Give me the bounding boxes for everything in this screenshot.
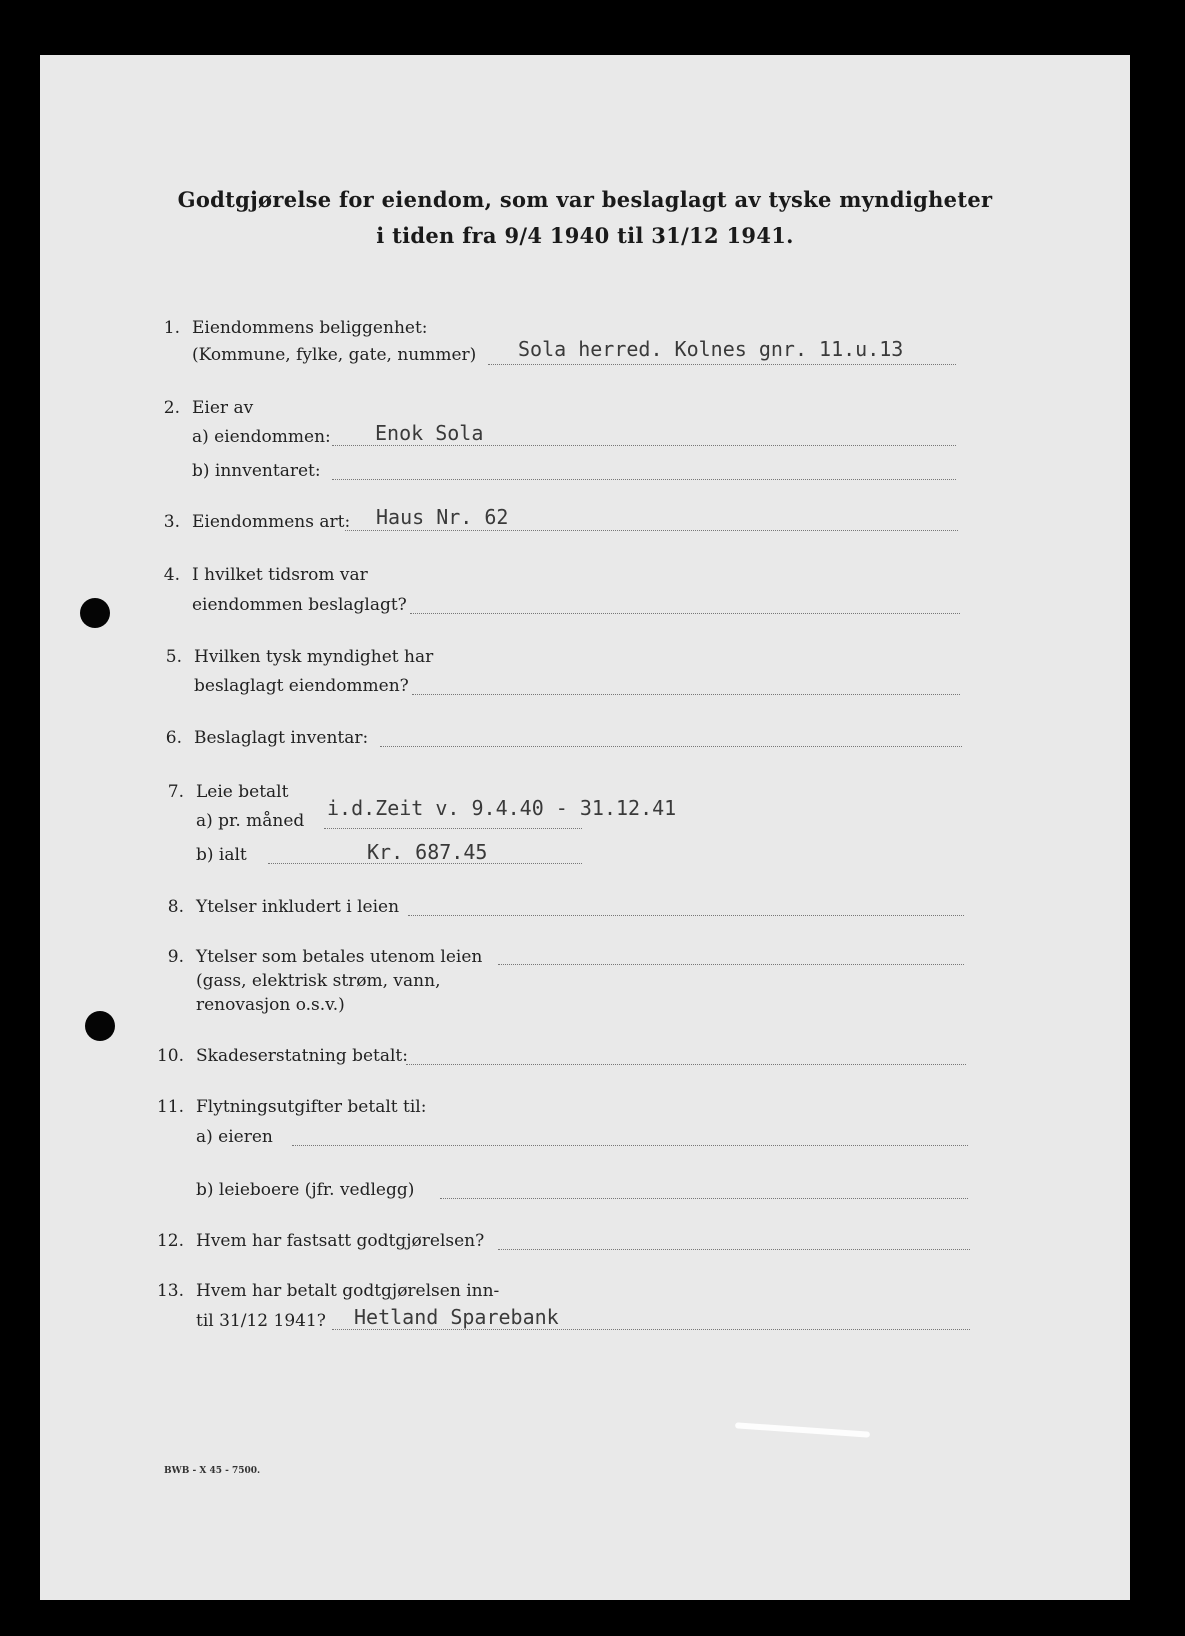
item-4-number: 4. — [163, 565, 180, 585]
item-3-field-line — [345, 530, 958, 531]
item-2-label: Eier av — [192, 398, 254, 418]
item-13-label: Hvem har betalt godtgjørelsen inn- — [196, 1281, 500, 1301]
form-title-line2: i tiden fra 9/4 1940 til 31/12 1941. — [376, 223, 794, 248]
item-4-label: I hvilket tidsrom var — [192, 565, 368, 585]
item-9-sublabel-2: renovasjon o.s.v.) — [196, 995, 345, 1015]
item-7b-value: Kr. 687.45 — [367, 840, 488, 864]
item-7-label: Leie betalt — [196, 782, 289, 802]
item-10-field-line — [406, 1064, 966, 1065]
item-1-label: Eiendommens beliggenhet: — [192, 318, 428, 338]
item-7a-label: a) pr. måned — [196, 811, 305, 831]
item-10-label: Skadeserstatning betalt: — [196, 1046, 408, 1066]
item-11-label: Flytningsutgifter betalt til: — [196, 1097, 427, 1117]
item-13-field-line — [332, 1329, 970, 1330]
item-10-number: 10. — [156, 1046, 184, 1066]
item-7-number: 7. — [167, 782, 184, 802]
item-9-field-line — [498, 964, 964, 965]
item-2a-value: Enok Sola — [375, 421, 484, 445]
item-12-label: Hvem har fastsatt godtgjørelsen? — [196, 1231, 485, 1251]
item-1-field-line — [488, 364, 956, 365]
item-11a-field-line — [292, 1145, 968, 1146]
item-12-number: 12. — [156, 1231, 184, 1251]
item-3-number: 3. — [163, 512, 180, 532]
item-2b-label: b) innventaret: — [192, 461, 321, 481]
item-5-sublabel: beslaglagt eiendommen? — [194, 676, 409, 696]
item-2a-label: a) eiendommen: — [192, 427, 331, 447]
printer-code: BWB - X 45 - 7500. — [164, 1466, 261, 1476]
item-5-number: 5. — [165, 647, 182, 667]
item-7a-field-line — [324, 828, 582, 829]
item-9-sublabel-1: (gass, elektrisk strøm, vann, — [196, 971, 441, 991]
item-11b-field-line — [440, 1198, 968, 1199]
item-8-label: Ytelser inkludert i leien — [196, 897, 400, 917]
item-6-label: Beslaglagt inventar: — [194, 728, 369, 748]
item-11b-label: b) leieboere (jfr. vedlegg) — [196, 1180, 415, 1200]
item-11a-label: a) eieren — [196, 1127, 273, 1147]
item-8-field-line — [408, 915, 964, 916]
item-6-number: 6. — [165, 728, 182, 748]
item-3-value: Haus Nr. 62 — [376, 505, 509, 529]
punch-hole-top — [80, 598, 110, 628]
item-7a-value: i.d.Zeit v. 9.4.40 - 31.12.41 — [327, 796, 677, 820]
item-12-field-line — [498, 1249, 970, 1250]
form-title-line1: Godtgjørelse for eiendom, som var beslaglagt av tyske myndigheter — [177, 187, 993, 212]
item-6-field-line — [380, 746, 962, 747]
item-3-label: Eiendommens art: — [192, 512, 351, 532]
item-2-number: 2. — [163, 398, 180, 418]
form-page — [40, 55, 1130, 1600]
item-7b-label: b) ialt — [196, 845, 247, 865]
item-4-field-line — [410, 613, 960, 614]
item-2a-field-line — [332, 445, 956, 446]
item-1-number: 1. — [163, 318, 180, 338]
item-1-sublabel: (Kommune, fylke, gate, nummer) — [192, 345, 477, 365]
item-13-value: Hetland Sparebank — [354, 1305, 559, 1329]
item-2b-field-line — [332, 479, 956, 480]
item-9-label: Ytelser som betales utenom leien — [196, 947, 483, 967]
item-4-sublabel: eiendommen beslaglagt? — [192, 595, 407, 615]
item-9-number: 9. — [167, 947, 184, 967]
punch-hole-bottom — [85, 1011, 115, 1041]
item-13-number: 13. — [156, 1281, 184, 1301]
item-5-label: Hvilken tysk myndighet har — [194, 647, 434, 667]
item-1-value: Sola herred. Kolnes gnr. 11.u.13 — [518, 337, 904, 361]
paper-smear-mark — [735, 1422, 870, 1437]
item-5-field-line — [412, 694, 960, 695]
item-8-number: 8. — [167, 897, 184, 917]
item-11-number: 11. — [156, 1097, 184, 1117]
item-13-sublabel: til 31/12 1941? — [196, 1311, 326, 1331]
